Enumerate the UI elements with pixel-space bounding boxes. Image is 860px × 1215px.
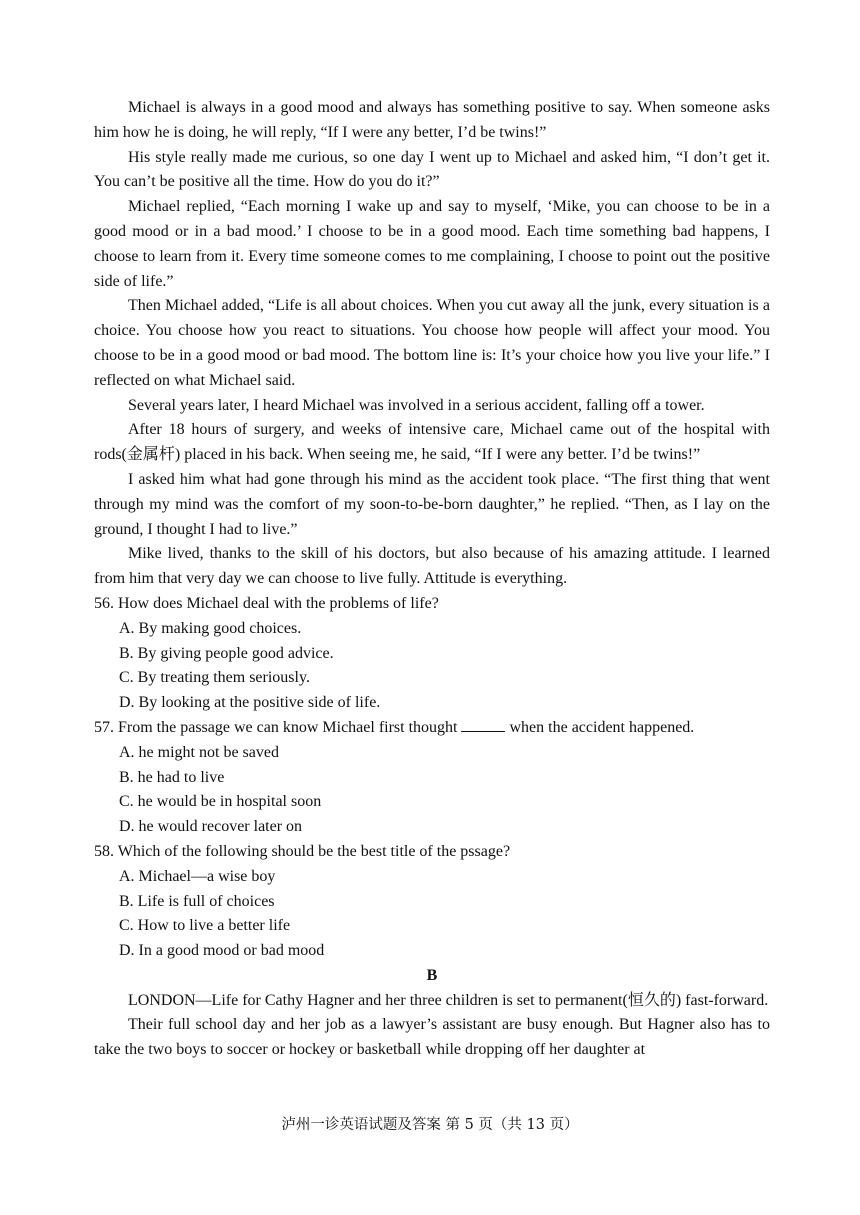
question-58 — [94, 840, 770, 964]
passage-a-paragraph-2: His style really made me curious, so one day I went up to Michael and asked him, “I don’t get it. You can’t be positive all the time. How do you do it?” — [94, 148, 770, 191]
passage-a-paragraph-3: Michael replied, “Each morning I wake up and say to myself, ‘Mike, you can choose to be in a good mood or in a bad mood.’ I choose to be in a good mood. Each time something bad happens, I choose to learn from it. Every time someone comes to me complaining, I choose to point out the positive side of life.” — [94, 198, 770, 290]
question-56-option-c: C. By treating them seriously. — [119, 669, 310, 687]
question-58-option-b: B. Life is full of choices — [119, 892, 275, 910]
question-56-stem: 56. How does Michael deal with the problems of life? — [94, 594, 439, 612]
question-57-stem-end: when the accident happened. — [509, 718, 695, 736]
question-57 — [94, 716, 770, 840]
passage-a-paragraph-5: Several years later, I heard Michael was involved in a serious accident, falling off a tower. — [128, 396, 705, 414]
passage-a-paragraph-1: Michael is always in a good mood and always has something positive to say. When someone asks him how he is doing, he will reply, “If I were any better, I’d be twins!” — [94, 99, 770, 141]
question-57-option-b: B. he had to live — [119, 768, 225, 786]
question-57-option-d: D. he would recover later on — [119, 818, 303, 836]
passage-a-paragraph-4: Then Michael added, “Life is all about choices. When you cut away all the junk, every situation is a choice. You choose how you react to situations. You choose how people will affect your mood. You choose to be in a good mood or bad mood. The bottom line is: It’s your choice how you live your life.” I reflected on what Michael said. — [94, 297, 770, 389]
document-body — [94, 96, 770, 1063]
page-footer: 泸州一诊英语试题及答案 第 5 页（共 13 页） — [281, 1117, 579, 1133]
question-58-option-a: A. Michael—a wise boy — [119, 867, 276, 885]
question-56-option-a: A. By making good choices. — [119, 619, 302, 637]
passage-a-paragraph-6: After 18 hours of surgery, and weeks of intensive care, Michael came out of the hospital with rods(金属杆) placed in his back. When seeing me, he said, “If I were any better. I’d be twins!” — [94, 421, 770, 464]
passage-a-paragraph-7: I asked him what had gone through his mind as the accident took place. “The first thing that went through my mind was the comfort of my soon-to-be-born daughter,” he replied. “Then, as I lay on the ground, I thought I had to live.” — [94, 470, 770, 538]
answer-blank — [461, 717, 505, 732]
passage-b-paragraph-1: LONDON—Life for Cathy Hagner and her three children is set to permanent(恒久的) fast-forward. — [128, 991, 769, 1009]
question-57-stem-start: 57. From the passage we can know Michael first thought — [94, 718, 458, 736]
question-58-option-d: D. In a good mood or bad mood — [119, 942, 325, 960]
section-b-heading: B — [426, 966, 438, 984]
question-58-stem: 58. Which of the following should be the best title of the pssage? — [94, 842, 511, 860]
question-58-option-c: C. How to live a better life — [119, 917, 291, 935]
question-56 — [94, 592, 770, 716]
question-56-option-d: D. By looking at the positive side of life. — [119, 694, 381, 712]
question-56-option-b: B. By giving people good advice. — [119, 644, 334, 662]
question-57-stem — [94, 716, 770, 741]
passage-b-paragraph-2: Their full school day and her job as a lawyer’s assistant are busy enough. But Hagner also has to take the two boys to soccer or hockey or basketball while dropping off her daughter at — [94, 1016, 770, 1059]
question-57-option-a: A. he might not be saved — [119, 743, 279, 761]
passage-a-paragraph-8: Mike lived, thanks to the skill of his doctors, but also because of his amazing attitude. I learned from him that very day we can choose to live fully. Attitude is everything. — [94, 545, 770, 588]
question-57-option-c: C. he would be in hospital soon — [119, 793, 322, 811]
